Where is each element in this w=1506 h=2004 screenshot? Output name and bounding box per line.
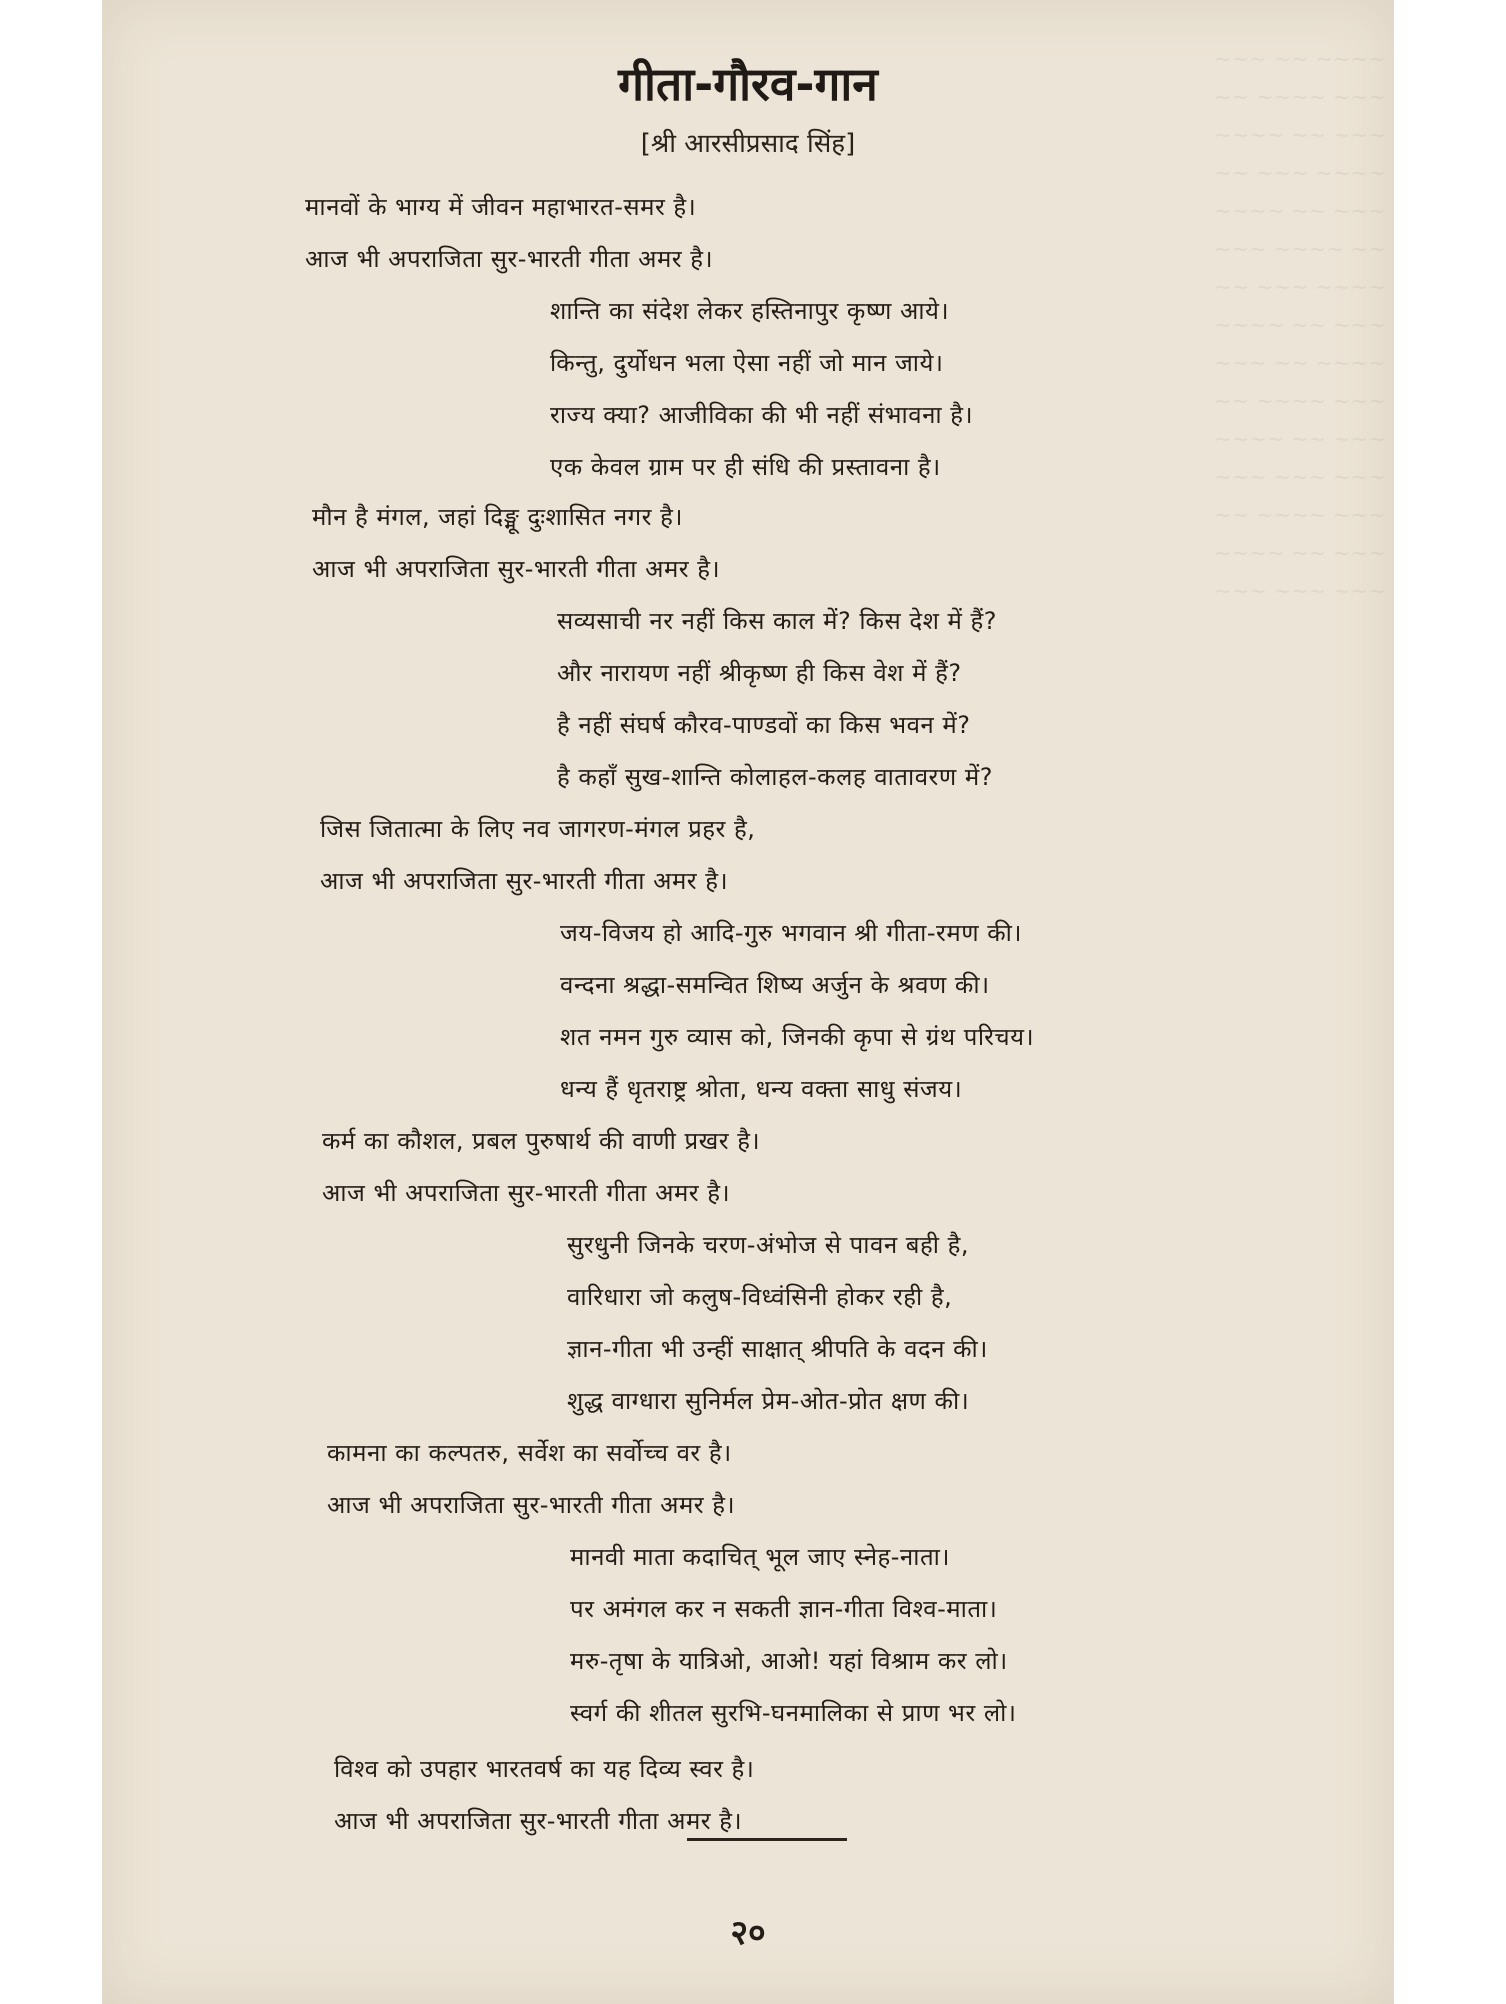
refrain-line: आज भी अपराजिता सुर-भारती गीता अमर है। [327, 1491, 736, 1519]
divider-rule [687, 1838, 847, 1841]
verse-line: वन्दना श्रद्धा-समन्वित शिष्य अर्जुन के श्रवण की। [560, 971, 990, 999]
stanza-lead-line: मानवों के भाग्य में जीवन महाभारत-समर है। [305, 193, 697, 221]
refrain-line: आज भी अपराजिता सुर-भारती गीता अमर है। [322, 1179, 731, 1207]
verse-line: वारिधारा जो कलुष-विध्वंसिनी होकर रही है, [567, 1283, 953, 1311]
verse-line: एक केवल ग्राम पर ही संधि की प्रस्तावना है। [550, 453, 941, 481]
verse-line: शान्ति का संदेश लेकर हस्तिनापुर कृष्ण आये। [550, 297, 950, 325]
refrain-line: आज भी अपराजिता सुर-भारती गीता अमर है। [305, 245, 714, 273]
verse-line: है कहाँ सुख-शान्ति कोलाहल-कलह वातावरण में? [557, 763, 993, 791]
verse-line: सुरधुनी जिनके चरण-अंभोज से पावन बही है, [567, 1231, 969, 1259]
stanza-lead-line: कर्म का कौशल, प्रबल पुरुषार्थ की वाणी प्रखर है। [322, 1127, 761, 1155]
verse-line: मानवी माता कदाचित् भूल जाए स्नेह-नाता। [570, 1543, 950, 1571]
stanza-lead-line: मौन है मंगल, जहां दिङ्मू दुःशासित नगर है। [312, 503, 683, 531]
verse-line: स्वर्ग की शीतल सुरभि-घनमालिका से प्राण भर लो। [570, 1699, 1017, 1727]
verse-line: है नहीं संघर्ष कौरव-पाण्डवों का किस भवन में? [557, 711, 971, 739]
verse-line: मरु-तृषा के यात्रिओ, आओ! यहां विश्राम कर लो। [570, 1647, 1008, 1675]
bleed-through-text: ~~~ ~~ ~~~~ ~~ ~~~~ ~~~ ~~~~ ~~ ~~~ ~~ ~~~ ~~~~ ~~~~ ~~ ~~~ ~~~ ~~~~ ~~ ~~ ~~~ ~~~~ ~~~~ ~~ ~~~ ~~~ ~~ ~~~~ ~~ ~~~~ ~~~ ~~~~ ~~ ~~~ ~~~ ~~~ ~~~ ~~ ~~~~ ~~~ ~~~~ ~~ ~~~ ~~~ ~~~ ~~~ [1214, 47, 1386, 603]
page-number: २० [730, 1913, 766, 1953]
verse-line: सव्यसाची नर नहीं किस काल में? किस देश में हैं? [557, 607, 997, 635]
refrain-line: आज भी अपराजिता सुर-भारती गीता अमर है। [312, 555, 721, 583]
refrain-line: आज भी अपराजिता सुर-भारती गीता अमर है। [334, 1807, 743, 1835]
stanza-lead-line: कामना का कल्पतरु, सर्वेश का सर्वोच्च वर है। [327, 1439, 732, 1467]
stanza-lead-line: विश्व को उपहार भारतवर्ष का यह दिव्य स्वर है। [334, 1755, 755, 1783]
document-page [102, 0, 1394, 2004]
refrain-line: आज भी अपराजिता सुर-भारती गीता अमर है। [320, 867, 729, 895]
verse-line: शत नमन गुरु व्यास को, जिनकी कृपा से ग्रंथ परिचय। [560, 1023, 1035, 1051]
verse-line: शुद्ध वाग्धारा सुनिर्मल प्रेम-ओत-प्रोत क्षण की। [567, 1387, 970, 1415]
poem-title: गीता-गौरव-गान [618, 57, 878, 111]
verse-line: जय-विजय हो आदि-गुरु भगवान श्री गीता-रमण की। [560, 919, 1022, 947]
verse-line: किन्तु, दुर्योधन भला ऐसा नहीं जो मान जाये। [550, 349, 944, 377]
verse-line: पर अमंगल कर न सकती ज्ञान-गीता विश्व-माता। [570, 1595, 998, 1623]
verse-line: धन्य हैं धृतराष्ट्र श्रोता, धन्य वक्ता साधु संजय। [560, 1075, 963, 1103]
poem-author: [श्री आरसीप्रसाद सिंह] [640, 129, 856, 159]
verse-line: राज्य क्या? आजीविका की भी नहीं संभावना है। [550, 401, 974, 429]
verse-line: ज्ञान-गीता भी उन्हीं साक्षात् श्रीपति के वदन की। [567, 1335, 988, 1363]
verse-line: और नारायण नहीं श्रीकृष्ण ही किस वेश में हैं? [557, 659, 962, 687]
stanza-lead-line: जिस जितात्मा के लिए नव जागरण-मंगल प्रहर है, [320, 815, 756, 843]
